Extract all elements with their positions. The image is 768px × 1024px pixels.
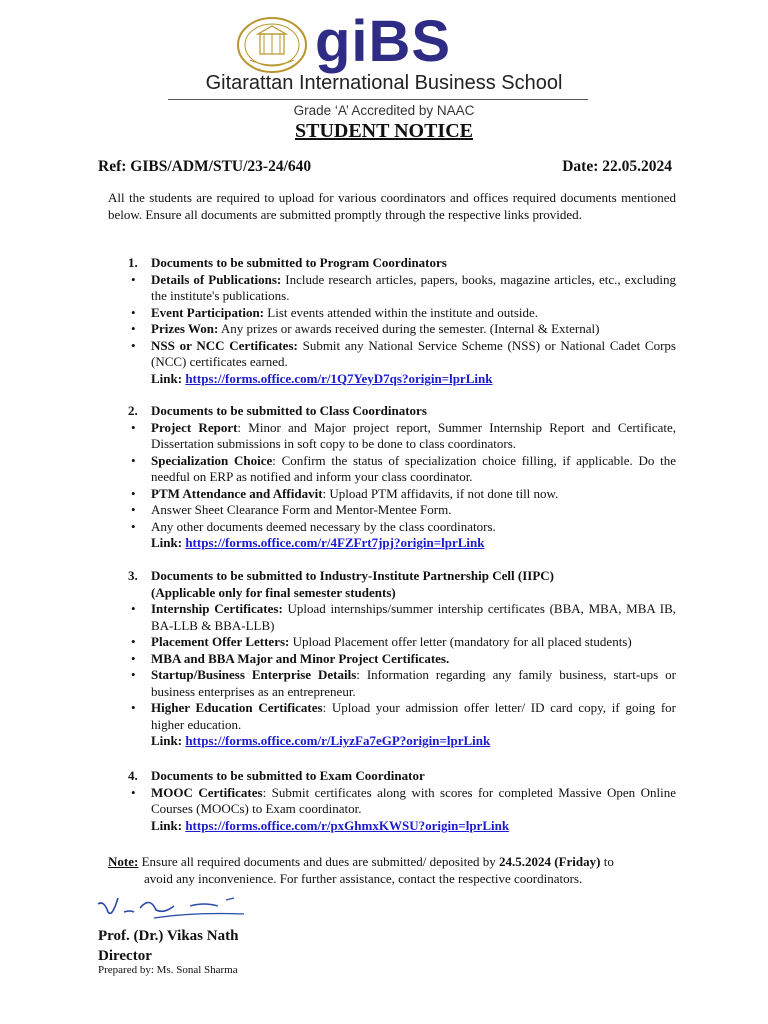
reference-number: Ref: GIBS/ADM/STU/23-24/640 xyxy=(98,158,312,175)
list-item: • Details of Publications: Include research articles, papers, books, magazine articles, etc., excluding the institute's publications. xyxy=(131,271,676,303)
header-divider xyxy=(168,99,588,100)
list-item: • Event Participation: List events attended within the institute and outside. xyxy=(131,304,539,320)
document-list xyxy=(128,272,676,371)
bullet-dot: • xyxy=(131,601,136,616)
list-item: • MOOC Certificates: Submit certificates along with scores for completed Massive Open Online Courses (MOOCs) to Exam coordinator. xyxy=(131,784,676,816)
signatory-title: Director xyxy=(98,948,152,964)
section-heading-text: Documents to be submitted to Industry-Institute Partnership Cell (IIPC) xyxy=(151,568,554,583)
section-heading xyxy=(128,255,676,272)
director-signature xyxy=(94,890,254,924)
section-heading-text: Documents to be submitted to Program Coordinators xyxy=(151,255,447,270)
letterhead xyxy=(0,8,768,116)
document-list xyxy=(128,785,676,818)
bullet-dot: • xyxy=(131,650,136,666)
bullet-dot: • xyxy=(131,271,136,287)
section-subheading: (Applicable only for final semester students) xyxy=(151,584,396,600)
list-item: • Prizes Won: Any prizes or awards received during the semester. (Internal & External) xyxy=(131,321,600,336)
section-number: 2. xyxy=(128,403,138,418)
bullet-dot: • xyxy=(131,304,136,320)
signatory-name: Prof. (Dr.) Vikas Nath xyxy=(98,928,239,944)
bullet-dot: • xyxy=(131,452,136,468)
link-line: Link: https://forms.office.com/r/LiyzFa7eGP?origin=lprLink xyxy=(151,733,491,748)
link-line: Link: https://forms.office.com/r/pxGhmxKWSU?origin=lprLink xyxy=(151,817,510,833)
note-label: Note: xyxy=(108,854,139,869)
section-heading-text: Documents to be submitted to Class Coordinators xyxy=(151,403,427,418)
notice-date: Date: 22.05.2024 xyxy=(562,158,672,175)
section-number: 1. xyxy=(128,255,138,270)
brand-logo: giBS xyxy=(315,9,452,74)
bullet-dot: • xyxy=(131,321,136,336)
section-heading-text: Documents to be submitted to Exam Coordinator xyxy=(151,768,425,783)
section-heading xyxy=(128,768,676,785)
list-item: • Startup/Business Enterprise Details: Information regarding any family business, start-ups or business enterprises as an entrepreneur. xyxy=(131,667,676,699)
bullet-dot: • xyxy=(131,667,136,682)
section-exam-coordinator xyxy=(128,768,676,834)
list-item: • PTM Attendance and Affidavit: Upload PTM affidavits, if not done till now. xyxy=(131,485,559,501)
section-heading xyxy=(128,568,676,585)
signatory-block xyxy=(98,926,238,966)
list-item: • Any other documents deemed necessary by the class coordinators. xyxy=(131,518,496,534)
bullet-dot: • xyxy=(131,337,136,353)
note-continuation: avoid any inconvenience. For further assistance, contact the respective coordinators. xyxy=(144,871,583,886)
form-link-iipc[interactable]: https://forms.office.com/r/LiyzFa7eGP?origin=lprLink xyxy=(185,733,491,748)
school-name: Gitarattan International Business School xyxy=(205,72,563,94)
list-item: • Answer Sheet Clearance Form and Mentor-Mentee Form. xyxy=(131,502,452,517)
form-link-exam-coordinator[interactable]: https://forms.office.com/r/pxGhmxKWSU?origin=lprLink xyxy=(185,817,510,833)
list-item: • Higher Education Certificates: Upload your admission offer letter/ ID card copy, if going for higher education. xyxy=(131,700,676,732)
section-number: 3. xyxy=(128,568,138,583)
bullet-dot: • xyxy=(131,419,136,435)
bullet-dot: • xyxy=(131,634,136,649)
link-line: Link: https://forms.office.com/r/1Q7YeyD7qs?origin=lprLink xyxy=(151,370,493,386)
list-item: • NSS or NCC Certificates: Submit any National Service Scheme (NSS) or National Cadet Corps (NCC) certificates earned. xyxy=(131,337,676,369)
list-item: • Internship Certificates: Upload internships/summer intership certificates (BBA, MBA, MBA IB, BA-LLB & BBA-LLB) xyxy=(131,601,676,633)
list-item: • Placement Offer Letters: Upload Placement offer letter (mandatory for all placed students) xyxy=(131,634,632,649)
bullet-dot: • xyxy=(131,485,136,501)
section-class-coordinators xyxy=(128,403,676,552)
bullet-dot: • xyxy=(131,700,136,715)
section-iipc xyxy=(128,568,676,750)
section-number: 4. xyxy=(128,768,138,783)
list-item: • Specialization Choice: Confirm the status of specialization choice filling, if applicable. Do the needful on ERP as notified and inform your class coordinator. xyxy=(131,452,677,484)
list-item: • MBA and BBA Major and Minor Project Certificates. xyxy=(131,650,450,666)
institution-seal-icon xyxy=(236,16,308,74)
section-program-coordinators xyxy=(128,255,676,387)
bullet-dot: • xyxy=(131,518,136,534)
link-line: Link: https://forms.office.com/r/4FZFrt7jpj?origin=lprLink xyxy=(151,535,485,550)
prepared-by: Prepared by: Ms. Sonal Sharma xyxy=(98,964,238,976)
deadline-date: 24.5.2024 (Friday) xyxy=(498,854,601,869)
bullet-dot: • xyxy=(131,502,136,517)
intro-paragraph: All the students are required to upload for various coordinators and offices required documents mentioned below. Ensure all documents are submitted promptly through the respective links provided. xyxy=(108,190,676,222)
list-item: • Project Report: Minor and Major project report, Summer Internship Report and Certificate, Dissertation submissions in soft copy to be done to class coordinators. xyxy=(131,419,676,451)
form-link-class-coordinators[interactable]: https://forms.office.com/r/4FZFrt7jpj?origin=lprLink xyxy=(185,535,485,550)
document-list xyxy=(128,420,676,536)
form-link-program-coordinators[interactable]: https://forms.office.com/r/1Q7YeyD7qs?origin=lprLink xyxy=(185,370,493,386)
bullet-dot: • xyxy=(131,784,136,800)
notice-title: STUDENT NOTICE xyxy=(294,120,474,142)
accreditation-text: Grade ‘A’ Accredited by NAAC xyxy=(293,103,475,118)
note-block: Note: Ensure all required documents and dues are submitted/ deposited by 24.5.2024 (Friday) to avoid any inconvenience. For further assistance, contact the respective coordinators. xyxy=(108,853,678,887)
section-heading xyxy=(128,403,676,420)
document-list xyxy=(128,601,676,733)
